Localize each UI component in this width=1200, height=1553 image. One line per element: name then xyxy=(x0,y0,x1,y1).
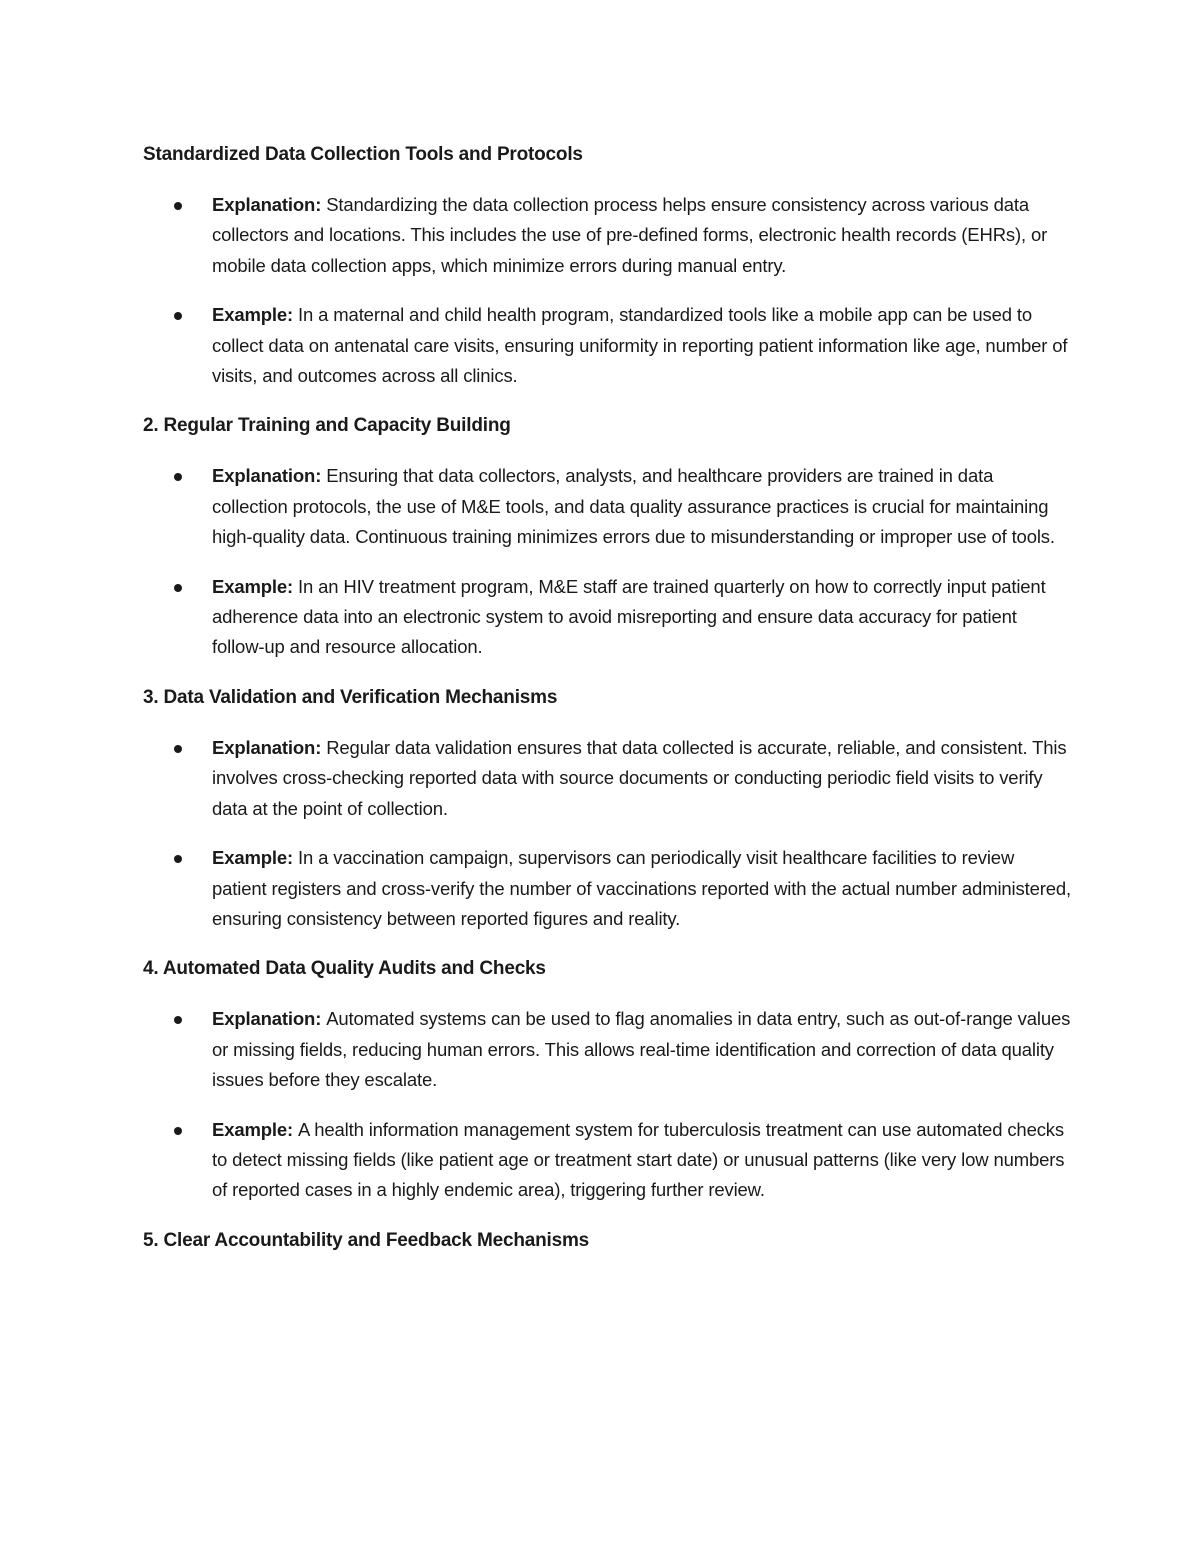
list-item xyxy=(143,572,1073,663)
item-term: Explanation: xyxy=(212,1008,327,1030)
item-term: Example: xyxy=(212,304,299,326)
bullet-list xyxy=(143,190,1073,391)
item-term: Explanation: xyxy=(212,194,327,215)
bullet-icon xyxy=(174,855,182,863)
list-item xyxy=(143,190,1073,281)
section-heading: 2. Regular Training and Capacity Building xyxy=(143,415,511,437)
bullet-icon xyxy=(174,1127,182,1135)
section-standardized-tools xyxy=(143,140,1073,391)
item-term: Explanation: xyxy=(212,736,327,758)
bullet-icon xyxy=(174,473,182,481)
section-heading: 4. Automated Data Quality Audits and Checks xyxy=(143,958,546,980)
item-text: In a vaccination campaign, supervisors can periodically visit healthcare facilities to review patient registers and cross-verify the number of vaccinations reported with the actual number administered, ensuring consistency between reported figures and reality. xyxy=(212,847,1072,929)
section-automated-audits xyxy=(143,954,1073,1205)
list-item xyxy=(143,1004,1073,1095)
bullet-icon xyxy=(174,312,182,320)
item-term: Example: xyxy=(212,847,299,869)
item-term: Explanation: xyxy=(212,465,327,487)
bullet-list xyxy=(143,1004,1073,1205)
bullet-list xyxy=(143,461,1073,662)
section-regular-training xyxy=(143,411,1073,662)
item-text: Automated systems can be used to flag anomalies in data entry, such as out-of-range values or missing fields, reducing human errors. This allows real-time identification and correction of data quality issues before they escalate. xyxy=(212,1008,1071,1091)
bullet-icon xyxy=(174,584,182,592)
list-item xyxy=(143,733,1073,824)
section-heading: 3. Data Validation and Verification Mechanisms xyxy=(143,686,558,708)
bullet-icon xyxy=(174,1016,182,1024)
item-term: Example: xyxy=(212,575,299,597)
bullet-icon xyxy=(174,202,182,210)
item-text: Standardizing the data collection process helps ensure consistency across various data collectors and locations. This includes the use of pre-defined forms, electronic health records (EHRs), or mobile data collection apps, which minimize errors during manual entry. xyxy=(212,194,1048,276)
item-text: A health information management system for tuberculosis treatment can use automated checks to detect missing fields (like patient age or treatment start date) or unusual patterns (like very low numbers of reported cases in a highly endemic area), triggering further review. xyxy=(212,1118,1065,1201)
section-data-validation xyxy=(143,683,1073,934)
section-accountability xyxy=(143,1226,1073,1256)
bullet-icon xyxy=(174,745,182,753)
list-item xyxy=(143,300,1073,391)
item-text: In an HIV treatment program, M&E staff are trained quarterly on how to correctly input patient adherence data into an electronic system to avoid misreporting and ensure data accuracy for patient follow-up and resource allocation. xyxy=(212,575,1046,658)
item-term: Example: xyxy=(212,1118,299,1140)
item-text: Ensuring that data collectors, analysts, and healthcare providers are trained in data collection protocols, the use of M&E tools, and data quality assurance practices is crucial for maintaining high-quality data. Continuous training minimizes errors due to misunderstanding or improper use of tools. xyxy=(212,465,1055,548)
document-body xyxy=(143,140,1073,1276)
item-text: Regular data validation ensures that data collected is accurate, reliable, and consistent. This involves cross-checking reported data with source documents or conducting periodic field visits to verify data at the point of collection. xyxy=(212,736,1067,819)
list-item xyxy=(143,1115,1073,1206)
bullet-list xyxy=(143,733,1073,934)
list-item xyxy=(143,843,1073,934)
section-heading: Standardized Data Collection Tools and Protocols xyxy=(143,144,583,165)
section-heading: 5. Clear Accountability and Feedback Mechanisms xyxy=(143,1229,590,1251)
item-text: In a maternal and child health program, standardized tools like a mobile app can be used to collect data on antenatal care visits, ensuring uniformity in reporting patient information like age, number of visits, and outcomes across all clinics. xyxy=(212,304,1068,387)
list-item xyxy=(143,461,1073,552)
